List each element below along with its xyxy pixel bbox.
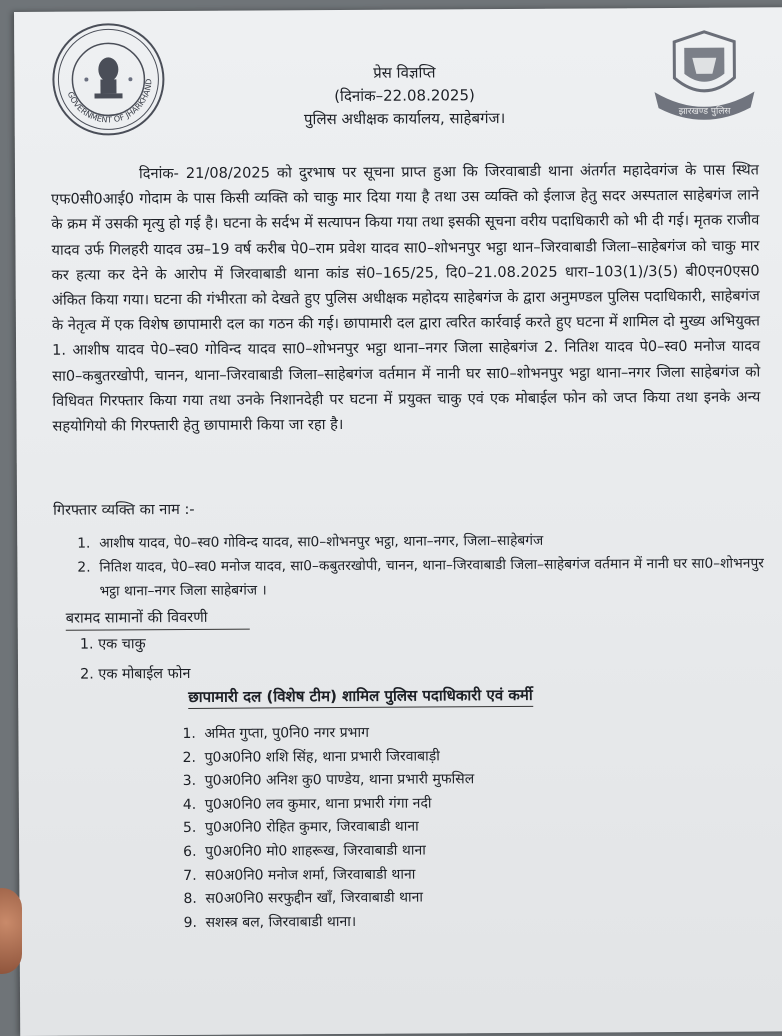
team-member: 6. पु0अ0नि0 मो0 शाहरूख, जिरवाबाडी थाना — [183, 842, 426, 860]
recovered-items-title: बरामद सामानों की विवरणी — [66, 607, 250, 631]
team-member: 2. पु0अ0नि0 शशि सिंह, थाना प्रभारी जिरवाबाड़ी — [182, 748, 440, 766]
body-paragraph: दिनांक- 21/08/2025 को दुरभाष पर सूचना प्राप्त हुआ कि जिरवाबाडी थाना अंतर्गत महादेवगंज के पास स्थित एफ0सी0आई0 गोदाम के पास किसी व्यक्ति को चाकु मार दिया गया है तथा उस व्यक्ति को ईलाज हेतु सदर अस्पताल साहेबगंज लाने के क्रम में उसकी मृत्यु हो गई है। घटना के सर्दभ में सत्यापन किया गया तथा इसकी सूचना वरीय पदाधिकारी को भी दी गई। मृतक राजीव यादव उर्फ गिलहरी यादव उम्र–19 वर्ष करीब पे0–राम प्रवेश यादव सा0–शोभनपुर भट्ठा थान–जिरवाबाडी जिला–साहेबगंज को चाकु मार कर हत्या कर देने के आरोप में जिरवाबाडी थाना कांड सं0–165/25, दि0–21.08.2025 धारा–103(1)/3(5) बी0एन0एस0 अंकित किया गया। घटना की गंभीरता को देखते हुए पुलिस अधीक्षक महोदय साहेबगंज के द्वारा अनुमण्डल पुलिस पदाधिकारी, साहेबगंज के नेतृत्व में एक विशेष छापामारी दल का गठन की गई। छापामारी दल द्वारा त्वरित कार्रवाई करते हुए घटना में शामिल दो मुख्य अभियुक्त 1. आशीष यादव पे0–स्व0 गोविन्द यादव सा0–शोभनपुर भट्ठा थाना–नगर जिला साहेबगंज 2. नितिश यादव पे0–स्व0 मनोज यादव सा0–कबुतरखोपी, चानन, थाना–जिरवाबाडी जिला–साहेबगंज वर्तमान में नानी घर सा0–शोभनपुर भट्ठा थाना–नगर जिला साहेबगंज को विधिवत गिरफ्तार किया गया तथा उनके निशानदेही पर घटना में प्रयुक्त चाकु एवं एक मोबाईल फोन को जप्त किया तथा इनके अन्य सहयोगियो की गिरफ्तारी हेतु छापामारी किया जा रहा है। — [51, 161, 761, 435]
arrested-list — [77, 527, 767, 603]
team-member: 5. पु0अ0नि0 रोहित कुमार, जिरवाबाडी थाना — [182, 818, 419, 837]
team-member: 9. सशस्त्र बल, जिरवाबाडी थाना। — [183, 913, 357, 931]
recovered-item: 1. एक चाकु — [79, 636, 146, 653]
team-member: 3. पु0अ0नि0 अनिश कु0 पाण्डेय, थाना प्रभारी मुफसिल — [182, 771, 475, 790]
jharkhand-government-seal — [48, 19, 169, 140]
arrested-item: 2. नितिश यादव, पे0–स्व0 मनोज यादव, सा0–कबुतरखोपी, चानन, थाना–जिरवाबाडी जिला–साहेबगंज वर्तमान में नानी घर सा0–शोभनपुर भट्ठा थाना–नगर जिला साहेबगंज । — [77, 555, 764, 600]
header-date: (दिनांक–22.08.2025) — [334, 86, 475, 106]
svg-text:झारखण्ड पुलिस: झारखण्ड पुलिस — [678, 106, 731, 117]
thumb-holding-paper — [0, 888, 22, 974]
jharkhand-police-emblem — [644, 17, 765, 128]
team-member: 4. पु0अ0नि0 लव कुमार, थाना प्रभारी गंगा नदी — [182, 795, 432, 813]
team-list — [182, 721, 475, 935]
header-office: पुलिस अधीक्षक कार्यालय, साहेबगंज। — [303, 109, 506, 129]
arrested-item: 1. आशीष यादव, पे0–स्व0 गोविन्द यादव, सा0–शोभनपुर भट्ठा, थाना–नगर, जिला–साहेबगंज — [77, 532, 544, 552]
press-release-header — [214, 60, 594, 131]
arrested-title: गिरफ्तार व्यक्ति का नाम :- — [52, 500, 195, 519]
team-title: छापामारी दल (विशेष टीम) शामिल पुलिस पदाधिकारी एवं कर्मी — [188, 685, 533, 709]
recovered-item: 2. एक मोबाईल फोन — [79, 665, 191, 683]
press-release-page — [14, 7, 782, 1036]
team-member: 7. स0अ0नि0 मनोज शर्मा, जिरवाबाडी थाना — [183, 866, 416, 884]
svg-text:GOVERNMENT OF JHARKHAND: GOVERNMENT OF JHARKHAND — [65, 78, 154, 125]
team-member: 8. स0अ0नि0 सरफुद्दीन खाँ, जिरवाबाडी थाना — [183, 889, 424, 908]
team-member: 1. अमित गुप्ता, पु0नि0 नगर प्रभाग — [182, 724, 370, 742]
recovered-items-list — [80, 629, 191, 690]
header-title: प्रेस विज्ञप्ति — [373, 63, 436, 82]
